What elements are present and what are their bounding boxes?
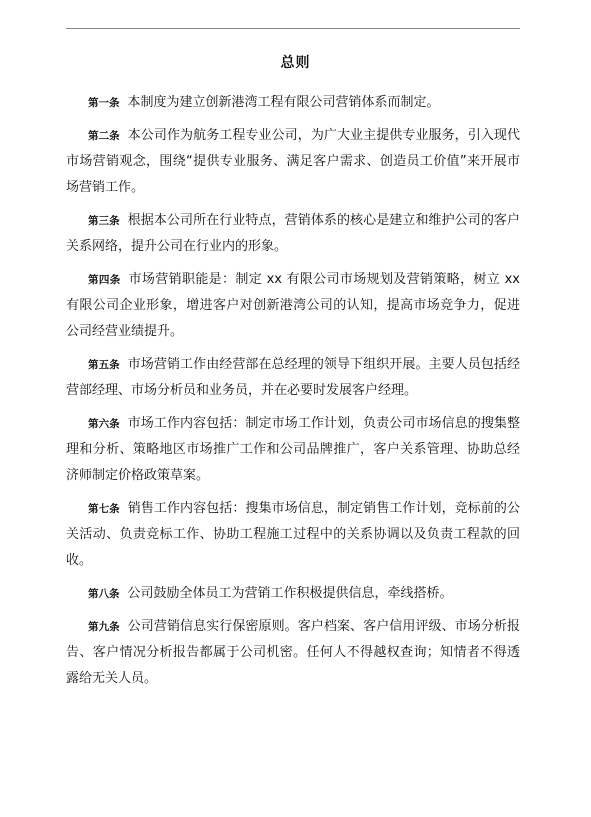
article-6	[66, 411, 520, 489]
article-text: 市场工作内容包括：制定市场工作计划，负责公司市场信息的搜集整理和分析、策略地区市场推广工作和公司品牌推广，客户关系管理、协助总经济师制定价格政策草案。	[66, 416, 520, 483]
article-2	[66, 123, 520, 201]
article-7	[66, 496, 520, 574]
header-rule	[66, 28, 520, 29]
article-8	[66, 581, 520, 607]
article-number: 第一条	[88, 97, 120, 109]
article-text: 销售工作内容包括：搜集市场信息，制定销售工作计划，竞标前的公关活动、负责竞标工作、协助工程施工过程中的关系协调以及负责工程款的回收。	[66, 501, 520, 568]
article-number: 第六条	[88, 418, 120, 430]
article-text: 公司鼓励全体员工为营销工作积极提供信息，牵线搭桥。	[127, 586, 453, 601]
article-text: 本公司作为航务工程专业公司，为广大业主提供专业服务，引入现代市场营销观念，围绕“提供专业服务、满足客户需求、创造员工价值”来开展市场营销工作。	[66, 128, 520, 195]
article-list	[66, 90, 520, 699]
article-number: 第九条	[88, 621, 120, 633]
article-4	[66, 267, 520, 345]
article-text: 市场营销工作由经营部在总经理的领导下组织开展。主要人员包括经营部经理、市场分析员和业务员，并在必要时发展客户经理。	[66, 357, 520, 398]
article-text: 公司营销信息实行保密原则。客户档案、客户信用评级、市场分析报告、客户情况分析报告都属于公司机密。任何人不得越权查询；知情者不得透露给无关人员。	[66, 619, 520, 686]
article-number: 第四条	[88, 274, 121, 286]
article-number: 第三条	[88, 215, 120, 227]
article-number: 第二条	[88, 130, 120, 142]
article-text: 本制度为建立创新港湾工程有限公司营销体系而制定。	[127, 95, 440, 110]
article-text: 根据本公司所在行业特点，营销体系的核心是建立和维护公司的客户关系网络，提升公司在行业内的形象。	[66, 213, 520, 254]
article-9	[66, 614, 520, 692]
page-title: 总则	[280, 55, 311, 71]
article-number: 第五条	[88, 359, 120, 371]
article-text: 市场营销职能是：制定 xx 有限公司市场规划及营销策略，树立 xx 有限公司企业形象，增进客户对创新港湾公司的认知，提高市场竞争力，促进公司经营业绩提升。	[66, 272, 520, 339]
article-5	[66, 352, 520, 404]
article-number: 第七条	[88, 503, 120, 515]
article-1	[66, 90, 520, 116]
article-3	[66, 208, 520, 260]
article-number: 第八条	[88, 588, 120, 600]
